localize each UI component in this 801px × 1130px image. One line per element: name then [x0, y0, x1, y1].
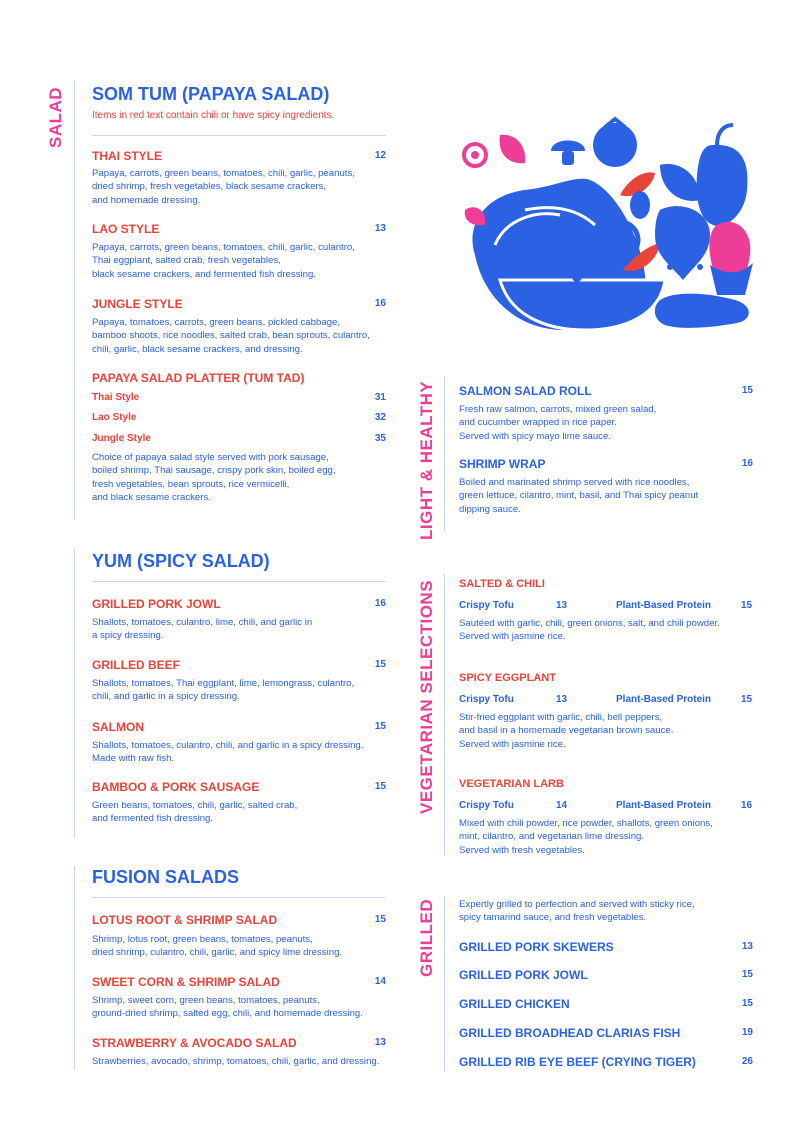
menu-item-price: 12 [374, 150, 386, 161]
platter-option: Jungle Style [92, 433, 151, 444]
menu-item-name: SWEET CORN & SHRIMP SALAD [92, 975, 280, 989]
menu-item-desc: Fresh raw salmon, carrots, mixed green salad, and cucumber wrapped in rice paper. Served with spicy mayo lime sauce. [459, 404, 657, 442]
menu-item-name: GRILLED RIB EYE BEEF (CRYING TIGER) [459, 1055, 696, 1069]
menu-item-desc: Shrimp, sweet corn, green beans, tomatoes, peanuts, ground-dried shrimp, salted egg, chili, and homemade dressing. [92, 995, 363, 1020]
aubergine-shape [655, 294, 749, 328]
menu-item-name: SALTED & CHILI [459, 578, 545, 590]
divider [74, 548, 75, 838]
menu-item-desc: Shrimp, lotus root, green beans, tomatoes, peanuts, dried shrimp, culantro, chili, garlic, and spicy lime dressing. [92, 934, 343, 959]
menu-item-name: LOTUS ROOT & SHRIMP SALAD [92, 913, 278, 927]
menu-item-name: GRILLED BEEF [92, 658, 181, 672]
menu-item-name: SALMON [92, 720, 144, 734]
menu-item-name: JUNGLE STYLE [92, 297, 183, 311]
menu-item-name: BAMBOO & PORK SAUSAGE [92, 780, 260, 794]
menu-item-price: 16 [741, 458, 753, 469]
spicy-note: Items in red text contain chili or have spicy ingredients. [92, 110, 335, 121]
menu-item-price: 13 [374, 1037, 386, 1048]
option-plant-based: Plant-Based Protein [616, 694, 712, 705]
option-price: 13 [556, 600, 568, 611]
menu-item-price: 19 [741, 1027, 753, 1038]
section-label-light-healthy: LIGHT & HEALTHY [417, 380, 436, 540]
vegetables-illustration [455, 115, 755, 340]
option-crispy-tofu: Crispy Tofu [459, 600, 514, 611]
menu-item-name: SALMON SALAD ROLL [459, 384, 592, 398]
platter-option-price: 35 [374, 433, 386, 444]
menu-item-name: STRAWBERRY & AVOCADO SALAD [92, 1036, 297, 1050]
divider [74, 80, 75, 520]
section-label-grilled: GRILLED [417, 898, 436, 977]
menu-item-name: PAPAYA SALAD PLATTER (TUM TAD) [92, 371, 305, 385]
leaf-shape [500, 135, 526, 163]
menu-item-name: THAI STYLE [92, 149, 163, 163]
menu-item-desc: Shallots, tomatoes, Thai eggplant, lime, lemongrass, culantro, chili, and garlic in a spicy dressing. [92, 678, 355, 703]
menu-item-price: 15 [374, 781, 386, 792]
menu-item-price: 15 [741, 969, 753, 980]
option-price: 15 [741, 694, 753, 705]
menu-item-desc: Strawberries, avocado, shrimp, tomatoes, chili, garlic, and dressing. [92, 1056, 380, 1067]
menu-item-name: GRILLED CHICKEN [459, 997, 570, 1011]
option-price: 16 [741, 800, 753, 811]
section-label-vegetarian: VEGETARIAN SELECTIONS [417, 579, 436, 814]
menu-item-desc: Choice of papaya salad style served with pork sausage, boiled shrimp, Thai sausage, crispy pork skin, boiled egg, fresh vegetables, bean sprouts, rice vermicelli, and black sesame crackers. [92, 452, 336, 503]
grilled-intro: Expertly grilled to perfection and served with sticky rice, spicy tamarind sauce, and fresh vegetables. [459, 899, 695, 924]
menu-item-desc: Stir-fried eggplant with garlic, chili, bell peppers, and basil in a homemade vegetarian brown sauce. Served with jasmine rice. [459, 712, 674, 750]
menu-item-price: 15 [374, 721, 386, 732]
menu-item-name: GRILLED PORK JOWL [92, 597, 221, 611]
menu-item-desc: Papaya, carrots, green beans, tomatoes, chili, garlic, peanuts, dried shrimp, fresh vegetables, black sesame crackers, and homemade dressing. [92, 168, 355, 206]
option-price: 14 [556, 800, 568, 811]
bell-pepper-shape [697, 145, 748, 226]
menu-item-name: GRILLED PORK SKEWERS [459, 940, 614, 954]
platter-option: Lao Style [92, 412, 137, 423]
menu-item-price: 15 [374, 659, 386, 670]
divider [92, 135, 386, 136]
menu-item-price: 15 [374, 914, 386, 925]
menu-item-name: GRILLED PORK JOWL [459, 968, 588, 982]
platter-option: Thai Style [92, 392, 140, 403]
menu-item-name: VEGETARIAN LARB [459, 778, 564, 790]
menu-item-price: 26 [741, 1056, 753, 1067]
divider [444, 896, 445, 1072]
divider [92, 897, 386, 898]
menu-item-desc: Boiled and marinated shrimp served with rice noodles, green lettuce, cilantro, mint, basil, and Thai spicy peanut dipping sauce. [459, 477, 699, 515]
divider [74, 866, 75, 1070]
platter-option-price: 32 [374, 412, 386, 423]
section-title-som-tum: SOM TUM (PAPAYA SALAD) [92, 84, 330, 104]
menu-item-desc: Papaya, tomatoes, carrots, green beans, pickled cabbage, bamboo shoots, rice noodles, salted crab, bean sprouts, culantro, chili, garlic, black sesame crackers, and dressing. [92, 317, 370, 355]
section-label-salad: SALAD [46, 86, 65, 148]
option-plant-based: Plant-Based Protein [616, 600, 712, 611]
bowl-shape [500, 280, 665, 330]
menu-item-desc: Papaya, carrots, green beans, tomatoes, chili, garlic, culantro, Thai eggplant, salted crab, fresh vegetables, black sesame crackers, and fermented fish dressing. [92, 242, 355, 280]
menu-item-name: SHRIMP WRAP [459, 457, 546, 471]
menu-item-name: LAO STYLE [92, 222, 160, 236]
menu-item-price: 15 [741, 998, 753, 1009]
menu-item-desc: Mixed with chili powder, rice powder, shallots, green onions, mint, cilantro, and vegetarian lime dressing. Served with fresh vegetables. [459, 818, 713, 856]
mushroom-shape [551, 141, 585, 152]
menu-item-name: SPICY EGGPLANT [459, 672, 556, 684]
menu-item-price: 13 [741, 941, 753, 952]
tomato-shape [593, 123, 637, 167]
option-crispy-tofu: Crispy Tofu [459, 800, 514, 811]
platter-option-price: 31 [374, 392, 386, 403]
divider [444, 574, 445, 856]
menu-item-desc: Green beans, tomatoes, chili, garlic, salted crab, and fermented fish dressing. [92, 800, 298, 825]
option-crispy-tofu: Crispy Tofu [459, 694, 514, 705]
divider [444, 376, 445, 532]
menu-item-desc: Sautéed with garlic, chili, green onions, salt, and chili powder. Served with jasmine rice. [459, 618, 720, 643]
divider [92, 581, 386, 582]
option-price: 15 [741, 600, 753, 611]
menu-item-price: 14 [374, 976, 386, 987]
menu-item-price: 13 [374, 223, 386, 234]
menu-item-desc: Shallots, tomatoes, culantro, chili, and garlic in a spicy dressing. Made with raw fish. [92, 740, 364, 765]
option-plant-based: Plant-Based Protein [616, 800, 712, 811]
menu-item-price: 15 [741, 385, 753, 396]
section-title-yum: YUM (SPICY SALAD) [92, 551, 270, 571]
section-title-fusion: FUSION SALADS [92, 867, 240, 887]
menu-item-price: 16 [374, 298, 386, 309]
menu-item-desc: Shallots, tomatoes, culantro, lime, chili, and garlic in a spicy dressing. [92, 617, 313, 642]
menu-item-price: 16 [374, 598, 386, 609]
menu-item-name: GRILLED BROADHEAD CLARIAS FISH [459, 1026, 681, 1040]
option-price: 13 [556, 694, 568, 705]
